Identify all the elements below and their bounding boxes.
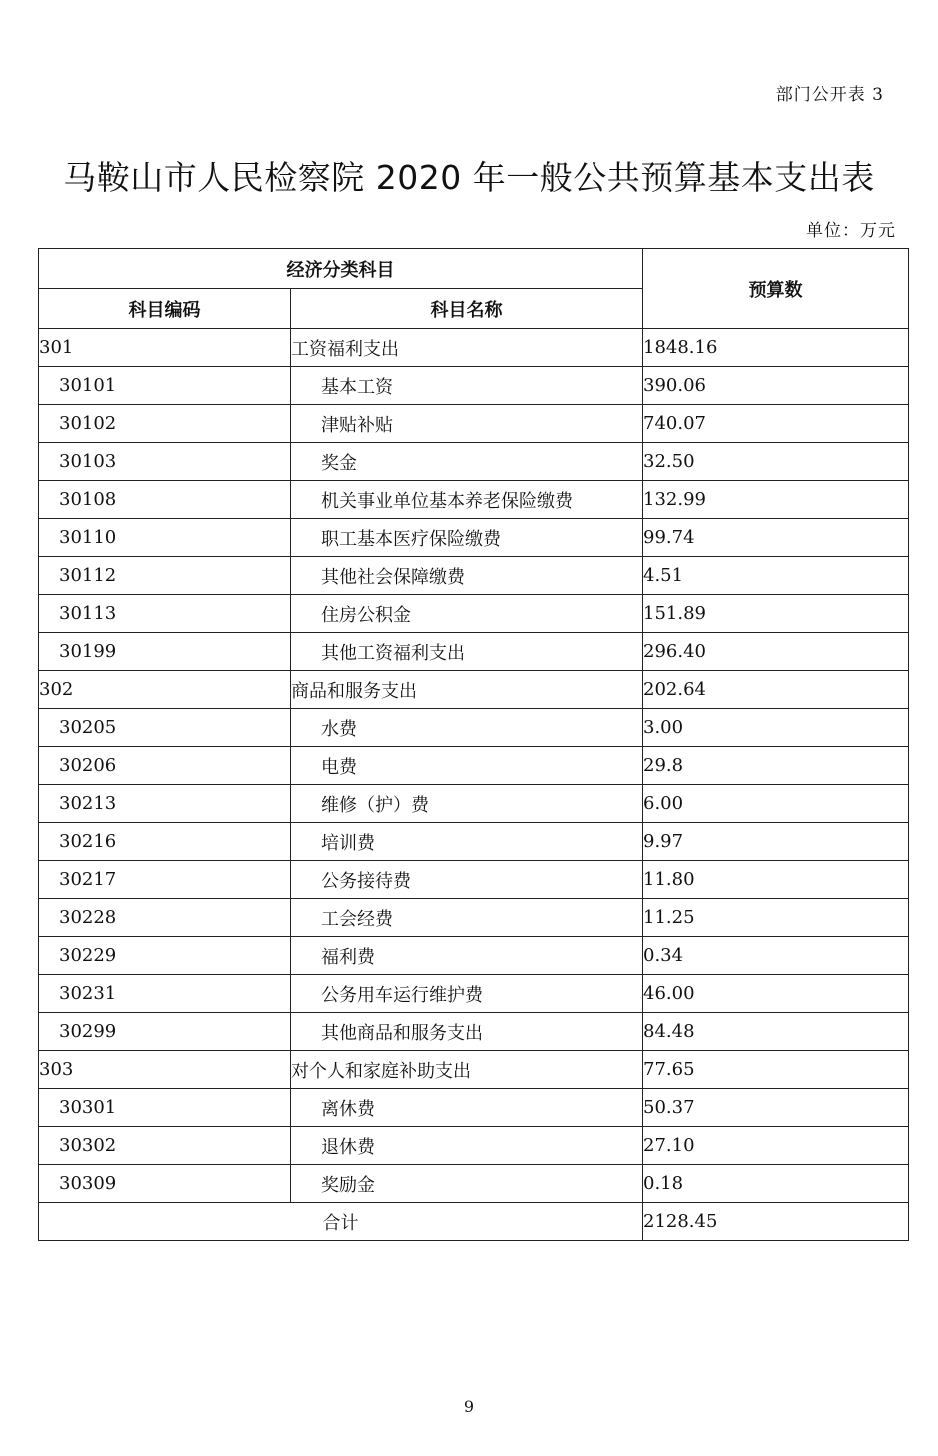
table-row: [39, 899, 909, 937]
row-code: 30101: [39, 367, 291, 405]
row-name: 奖金: [291, 443, 643, 481]
row-amount: 11.25: [643, 899, 909, 937]
row-code: 301: [39, 329, 291, 367]
row-name: 退休费: [291, 1127, 643, 1165]
row-amount: 99.74: [643, 519, 909, 557]
row-name: 机关事业单位基本养老保险缴费: [291, 481, 643, 519]
row-code: 303: [39, 1051, 291, 1089]
row-code: 302: [39, 671, 291, 709]
row-name: 离休费: [291, 1089, 643, 1127]
page-number: 9: [463, 1397, 475, 1416]
row-name: 培训费: [291, 823, 643, 861]
row-amount: 32.50: [643, 443, 909, 481]
row-amount: 3.00: [643, 709, 909, 747]
table-row: [39, 595, 909, 633]
row-code: 30231: [39, 975, 291, 1013]
table-body: [39, 329, 909, 1203]
row-name: 工资福利支出: [291, 329, 643, 367]
row-code: 30112: [39, 557, 291, 595]
table-row: [39, 329, 909, 367]
row-name: 工会经费: [291, 899, 643, 937]
row-code: 30309: [39, 1165, 291, 1203]
header-row-group: [39, 249, 909, 289]
table-row: [39, 481, 909, 519]
table-row: [39, 975, 909, 1013]
table-row: [39, 405, 909, 443]
table-row: [39, 1013, 909, 1051]
row-name: 福利费: [291, 937, 643, 975]
row-name: 商品和服务支出: [291, 671, 643, 709]
row-amount: 390.06: [643, 367, 909, 405]
row-amount: 132.99: [643, 481, 909, 519]
row-amount: 4.51: [643, 557, 909, 595]
row-amount: 151.89: [643, 595, 909, 633]
row-name: 其他工资福利支出: [291, 633, 643, 671]
row-code: 30108: [39, 481, 291, 519]
row-code: 30213: [39, 785, 291, 823]
row-amount: 0.18: [643, 1165, 909, 1203]
row-code: 30199: [39, 633, 291, 671]
row-amount: 202.64: [643, 671, 909, 709]
table-row: [39, 671, 909, 709]
table-row: [39, 861, 909, 899]
row-name: 职工基本医疗保险缴费: [291, 519, 643, 557]
row-name: 津贴补贴: [291, 405, 643, 443]
row-code: 30301: [39, 1089, 291, 1127]
row-name: 对个人和家庭补助支出: [291, 1051, 643, 1089]
table-row: [39, 1051, 909, 1089]
amount-header: 预算数: [643, 249, 909, 329]
row-amount: 27.10: [643, 1127, 909, 1165]
row-name: 水费: [291, 709, 643, 747]
row-amount: 740.07: [643, 405, 909, 443]
row-amount: 84.48: [643, 1013, 909, 1051]
table-row: [39, 937, 909, 975]
code-header: 科目编码: [39, 289, 291, 329]
row-name: 奖励金: [291, 1165, 643, 1203]
row-amount: 29.8: [643, 747, 909, 785]
form-number: 部门公开表 3: [775, 85, 884, 105]
table-row: [39, 709, 909, 747]
row-amount: 46.00: [643, 975, 909, 1013]
row-name: 公务用车运行维护费: [291, 975, 643, 1013]
table-row: [39, 823, 909, 861]
table-row: [39, 785, 909, 823]
row-code: 30299: [39, 1013, 291, 1051]
row-code: 30102: [39, 405, 291, 443]
total-amount: 2128.45: [643, 1203, 909, 1241]
name-header: 科目名称: [291, 289, 643, 329]
row-amount: 6.00: [643, 785, 909, 823]
table-row: [39, 367, 909, 405]
total-row: [39, 1203, 909, 1241]
row-code: 30217: [39, 861, 291, 899]
row-amount: 11.80: [643, 861, 909, 899]
row-name: 其他商品和服务支出: [291, 1013, 643, 1051]
row-amount: 0.34: [643, 937, 909, 975]
group-header: 经济分类科目: [39, 249, 643, 289]
row-name: 公务接待费: [291, 861, 643, 899]
page-title: 马鞍山市人民检察院 2020 年一般公共预算基本支出表: [63, 158, 875, 197]
row-code: 30216: [39, 823, 291, 861]
row-amount: 1848.16: [643, 329, 909, 367]
table-row: [39, 633, 909, 671]
table-row: [39, 519, 909, 557]
table-row: [39, 1089, 909, 1127]
row-amount: 296.40: [643, 633, 909, 671]
row-code: 30113: [39, 595, 291, 633]
row-amount: 9.97: [643, 823, 909, 861]
budget-table: [38, 248, 909, 1241]
table-row: [39, 443, 909, 481]
unit-label: 单位：万元: [806, 221, 896, 241]
table-row: [39, 1127, 909, 1165]
row-code: 30229: [39, 937, 291, 975]
row-name: 维修（护）费: [291, 785, 643, 823]
row-name: 电费: [291, 747, 643, 785]
row-code: 30110: [39, 519, 291, 557]
row-amount: 50.37: [643, 1089, 909, 1127]
table-row: [39, 747, 909, 785]
row-name: 其他社会保障缴费: [291, 557, 643, 595]
row-code: 30103: [39, 443, 291, 481]
row-code: 30302: [39, 1127, 291, 1165]
table-row: [39, 1165, 909, 1203]
row-code: 30206: [39, 747, 291, 785]
table-row: [39, 557, 909, 595]
row-code: 30205: [39, 709, 291, 747]
total-label: 合计: [39, 1203, 643, 1241]
row-name: 住房公积金: [291, 595, 643, 633]
row-name: 基本工资: [291, 367, 643, 405]
row-code: 30228: [39, 899, 291, 937]
row-amount: 77.65: [643, 1051, 909, 1089]
